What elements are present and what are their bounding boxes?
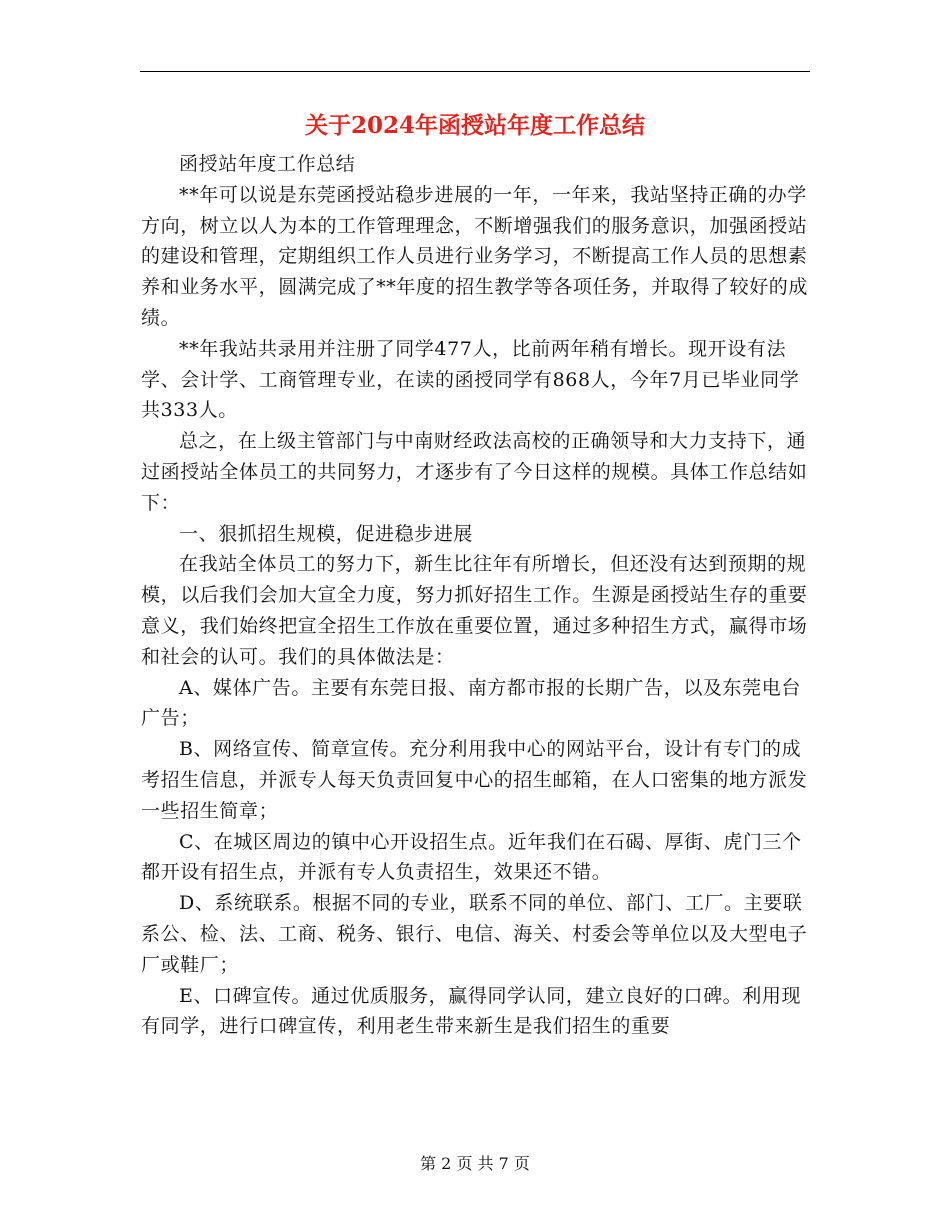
header-rule xyxy=(140,71,810,72)
paragraph-subtitle: 函授站年度工作总结 xyxy=(179,153,356,175)
list-item-b: B、网络宣传、简章宣传。充分利用我中心的网站平台，设计有专门的成考招生信息，并派专人每天负责回复中心的招生邮箱，在人口密集的地方派发一些招生简章； xyxy=(141,738,808,822)
list-item-d: D、系统联系。根据不同的专业，联系不同的单位、部门、工厂。主要联系公、检、法、工商、税务、银行、电信、海关、村委会等单位以及大型电子厂或鞋厂； xyxy=(141,892,808,976)
page-number: 第 2 页 共 7 页 xyxy=(420,1154,530,1173)
section-heading-1: 一、狠抓招生规模，促进稳步进展 xyxy=(179,522,474,545)
list-item-a: A、媒体广告。主要有东莞日报、南方都市报的长期广告，以及东莞电台广告； xyxy=(141,676,801,730)
document-body xyxy=(141,149,809,1042)
list-item-e: E、口碑宣传。通过优质服务，赢得同学认同，建立良好的口碑。利用现有同学，进行口碑宣传，利用老生带来新生是我们招生的重要 xyxy=(141,984,802,1038)
document-title: 关于2024年函授站年度工作总结 xyxy=(304,112,645,139)
paragraph-enrollment: **年我站共录用并注册了同学477人，比前两年稍有增长。现开设有法学、会计学、工商管理专业，在读的函授同学有868人，今年7月已毕业同学共333人。 xyxy=(141,337,800,422)
paragraph-overview: **年可以说是东莞函授站稳步进展的一年，一年来，我站坚持正确的办学方向，树立以人为本的工作管理理念，不断增强我们的服务意识，加强函授站的建设和管理，定期组织工作人员进行业务学习，不断提高工作人员的思想素养和业务水平，圆满完成了**年度的招生教学等各项任务，并取得了较好的成绩。 xyxy=(141,183,809,329)
paragraph-summary: 总之，在上级主管部门与中南财经政法高校的正确领导和大力支持下，通过函授站全体员工的共同努力，才逐步有了今日这样的规模。具体工作总结如下： xyxy=(141,430,808,514)
list-item-c: C、在城区周边的镇中心开设招生点。近年我们在石碣、厚街、虎门三个都开设有招生点，并派有专人负责招生，效果还不错。 xyxy=(141,830,802,884)
paragraph-recruitment: 在我站全体员工的努力下，新生比往年有所增长，但还没有达到预期的规模，以后我们会加大宣全力度，努力抓好招生工作。生源是函授站生存的重要意义，我们始终把宣全招生工作放在重要位置，通过多种招生方式，赢得市场和社会的认可。我们的具体做法是： xyxy=(141,553,808,668)
page-footer xyxy=(140,1153,810,1175)
